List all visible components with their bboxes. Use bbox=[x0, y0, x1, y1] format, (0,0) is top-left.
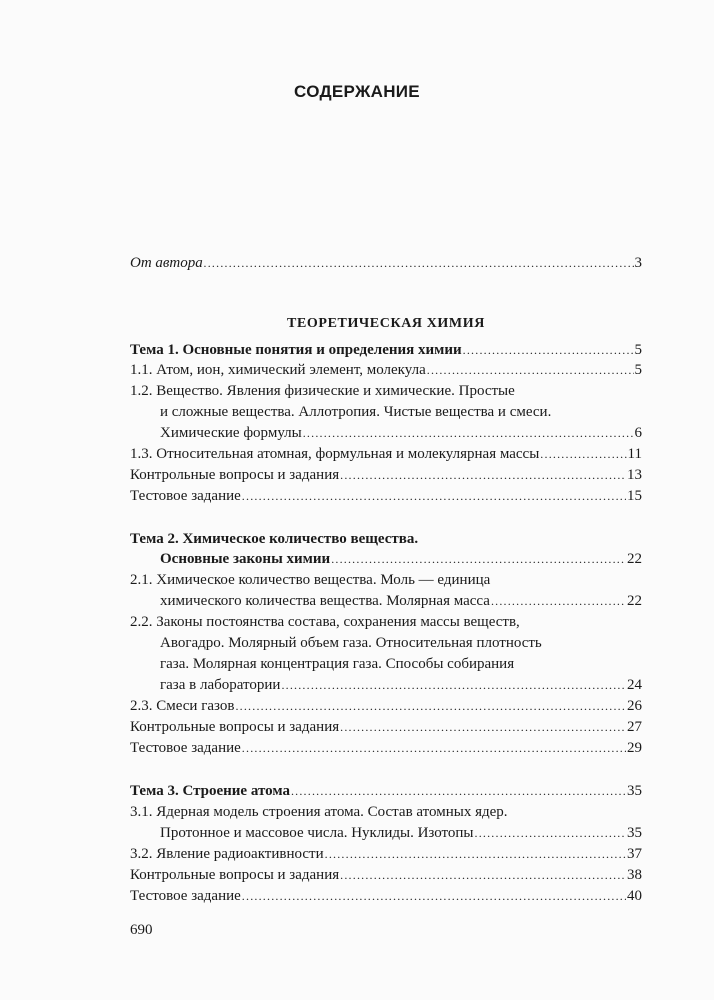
leader-dots bbox=[427, 360, 634, 380]
toc-topic-2-heading[interactable] bbox=[130, 549, 642, 569]
toc-entry-2-2-line-1: 2.2. Законы постоянства состава, сохранения массы веществ, bbox=[130, 614, 520, 630]
toc-entry-3-test[interactable] bbox=[130, 886, 642, 906]
leader-dots bbox=[340, 717, 626, 737]
toc-entry-1-3[interactable] bbox=[130, 444, 642, 464]
toc-entry-1-2-line-2: и сложные вещества. Аллотропия. Чистые вещества и смеси. bbox=[160, 404, 552, 420]
toc-entry-2-1[interactable] bbox=[130, 591, 642, 611]
toc-entry-page: 5 bbox=[634, 362, 642, 378]
toc-entry-page: 22 bbox=[627, 551, 642, 567]
toc-entry-label: Тестовое задание bbox=[130, 888, 241, 904]
section-heading: ТЕОРЕТИЧЕСКАЯ ХИМИЯ bbox=[287, 316, 485, 331]
leader-dots bbox=[204, 253, 634, 273]
toc-entry-2-control[interactable] bbox=[130, 717, 642, 737]
toc-entry-page: 40 bbox=[627, 888, 642, 904]
toc-entry-label: Химические формулы bbox=[160, 425, 302, 441]
toc-entry-label: Тема 3. Строение атома bbox=[130, 783, 290, 799]
toc-entry-author[interactable] bbox=[130, 253, 642, 273]
toc-entry-1-control[interactable] bbox=[130, 465, 642, 485]
toc-entry-page: 37 bbox=[627, 846, 642, 862]
toc-entry-label: Контрольные вопросы и задания bbox=[130, 867, 340, 883]
toc-entry-page: 35 bbox=[627, 783, 642, 799]
toc-entry-label: Тестовое задание bbox=[130, 488, 241, 504]
toc-entry-label: газа в лаборатории bbox=[160, 677, 281, 693]
toc-entry-label: Основные законы химии bbox=[160, 551, 331, 567]
leader-dots bbox=[540, 444, 626, 464]
toc-entry-label: 1.3. Относительная атомная, формульная и молекулярная массы bbox=[130, 446, 540, 462]
toc-entry-1-test[interactable] bbox=[130, 486, 642, 506]
leader-dots bbox=[242, 886, 626, 906]
toc-topic-2-heading-line-1: Тема 2. Химическое количество вещества. bbox=[130, 531, 419, 547]
toc-topic-1-heading[interactable] bbox=[130, 340, 642, 360]
toc-entry-label: химического количества вещества. Молярная масса bbox=[160, 593, 490, 609]
toc-topic-3-heading[interactable] bbox=[130, 781, 642, 801]
toc-entry-label: Контрольные вопросы и задания bbox=[130, 719, 340, 735]
toc-entry-page: 6 bbox=[634, 425, 642, 441]
toc-entry-label: От автора bbox=[130, 255, 203, 271]
toc-entry-label: 3.2. Явление радиоактивности bbox=[130, 846, 324, 862]
toc-entry-page: 27 bbox=[627, 719, 642, 735]
toc-entry-2-2-line-3: газа. Молярная концентрация газа. Способы собирания bbox=[160, 656, 515, 672]
toc-entry-label: Тестовое задание bbox=[130, 740, 241, 756]
toc-entry-page: 35 bbox=[627, 825, 642, 841]
toc-entry-3-control[interactable] bbox=[130, 865, 642, 885]
leader-dots bbox=[235, 696, 626, 716]
toc-entry-page: 22 bbox=[627, 593, 642, 609]
toc-entry-2-2-line-2: Авогадро. Молярный объем газа. Относительная плотность bbox=[160, 635, 542, 651]
toc-entry-page: 11 bbox=[627, 446, 642, 462]
leader-dots bbox=[475, 823, 627, 843]
toc-entry-1-2[interactable] bbox=[130, 423, 642, 443]
leader-dots bbox=[303, 423, 634, 443]
toc-entry-page: 29 bbox=[627, 740, 642, 756]
toc-entry-page: 26 bbox=[627, 698, 642, 714]
leader-dots bbox=[491, 591, 626, 611]
leader-dots bbox=[340, 465, 626, 485]
toc-entry-label: Контрольные вопросы и задания bbox=[130, 467, 340, 483]
toc-entry-label: Тема 1. Основные понятия и определения химии bbox=[130, 342, 462, 358]
leader-dots bbox=[463, 340, 634, 360]
toc-entry-1-2-line-1: 1.2. Вещество. Явления физические и химические. Простые bbox=[130, 383, 515, 399]
toc-entry-label: Протонное и массовое числа. Нуклиды. Изотопы bbox=[160, 825, 474, 841]
toc-entry-2-test[interactable] bbox=[130, 738, 642, 758]
toc-entry-3-1-line-1: 3.1. Ядерная модель строения атома. Состав атомных ядер. bbox=[130, 804, 508, 820]
toc-entry-page: 24 bbox=[627, 677, 642, 693]
toc-entry-label: 1.1. Атом, ион, химический элемент, молекула bbox=[130, 362, 426, 378]
leader-dots bbox=[325, 844, 626, 864]
toc-entry-2-1-line-1: 2.1. Химическое количество вещества. Моль — единица bbox=[130, 572, 491, 588]
toc-entry-page: 38 bbox=[627, 867, 642, 883]
toc-entry-2-2[interactable] bbox=[130, 675, 642, 695]
leader-dots bbox=[331, 549, 626, 569]
leader-dots bbox=[340, 865, 626, 885]
leader-dots bbox=[291, 781, 626, 801]
toc-entry-page: 3 bbox=[634, 255, 642, 271]
toc-entry-page: 5 bbox=[634, 342, 642, 358]
page-number: 690 bbox=[130, 922, 153, 938]
leader-dots bbox=[242, 486, 626, 506]
leader-dots bbox=[281, 675, 626, 695]
page-title: СОДЕРЖАНИЕ bbox=[294, 82, 420, 101]
leader-dots bbox=[242, 738, 626, 758]
toc-entry-page: 13 bbox=[627, 467, 642, 483]
toc-entry-1-1[interactable] bbox=[130, 360, 642, 380]
toc-entry-label: 2.3. Смеси газов bbox=[130, 698, 235, 714]
toc-entry-3-1[interactable] bbox=[130, 823, 642, 843]
toc-entry-3-2[interactable] bbox=[130, 844, 642, 864]
toc-entry-2-3[interactable] bbox=[130, 696, 642, 716]
toc-entry-page: 15 bbox=[627, 488, 642, 504]
